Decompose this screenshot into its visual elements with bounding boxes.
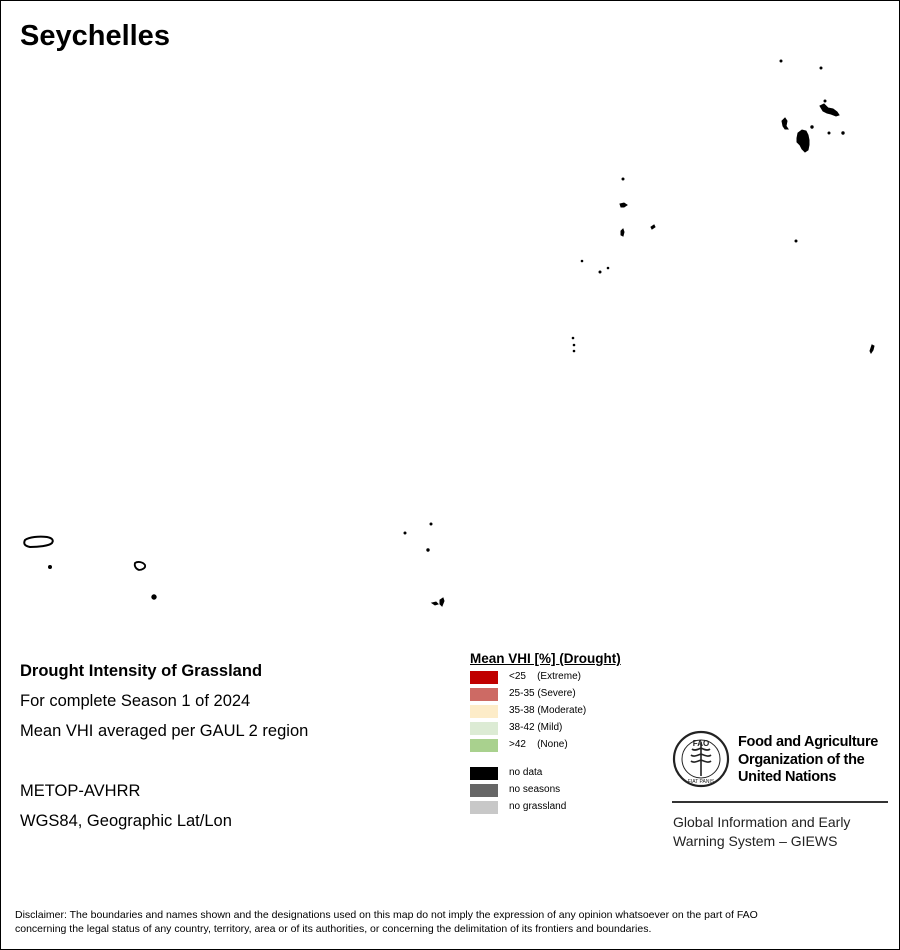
island — [135, 562, 145, 570]
island — [620, 203, 627, 207]
legend-class-row — [470, 687, 670, 704]
island — [572, 337, 574, 339]
island — [795, 240, 797, 242]
map-title: Seychelles — [20, 20, 170, 52]
legend-class-label: >42 (None) — [509, 739, 568, 750]
island-outlines — [24, 60, 874, 606]
info-heading: Drought Intensity of Grassland — [20, 662, 263, 680]
info-sensor: METOP-AVHRR — [20, 782, 141, 800]
legend-class-row — [470, 721, 670, 738]
island — [427, 549, 429, 551]
island — [404, 532, 406, 534]
island — [621, 229, 624, 236]
island — [870, 345, 874, 353]
fao-name-line3: United Nations — [738, 769, 837, 785]
giews-line2: Warning System – GIEWS — [673, 832, 838, 849]
island — [430, 523, 432, 525]
legend-class-row — [470, 670, 670, 687]
legend-class-swatch — [470, 722, 498, 735]
legend-other — [470, 766, 670, 817]
legend-class-swatch — [470, 688, 498, 701]
island — [842, 132, 844, 134]
legend-class-row — [470, 738, 670, 755]
fao-name-line1: Food and Agriculture — [738, 734, 879, 750]
island — [599, 271, 601, 273]
island — [440, 598, 444, 606]
island — [607, 267, 609, 269]
disclaimer-line1: Disclaimer: The boundaries and names shown and the designations used on this map do not imply the expression of any opinion whatsoever on the part of FAO — [15, 909, 758, 921]
island — [824, 100, 826, 102]
island — [797, 130, 809, 152]
legend-other-row — [470, 766, 670, 783]
disclaimer — [15, 908, 885, 936]
legend-other-swatch — [470, 784, 498, 797]
island — [651, 225, 655, 229]
island — [152, 595, 156, 599]
legend-other-label: no grassland — [509, 801, 567, 812]
island — [49, 566, 52, 569]
island — [432, 602, 438, 605]
island — [820, 104, 839, 116]
island — [573, 350, 575, 352]
legend-other-label: no data — [509, 767, 543, 778]
legend-other-swatch — [470, 767, 498, 780]
fao-divider — [672, 801, 888, 803]
legend-class-swatch — [470, 671, 498, 684]
fao-logo-motto: FIAT PANIS — [687, 779, 715, 785]
legend-class-swatch — [470, 739, 498, 752]
fao-name — [738, 734, 878, 787]
info-season: For complete Season 1 of 2024 — [20, 692, 251, 710]
giews-line1: Global Information and Early — [673, 814, 851, 830]
island — [622, 178, 624, 180]
legend-title: Mean VHI [%] (Drought) — [470, 651, 621, 666]
info-method: Mean VHI averaged per GAUL 2 region — [20, 722, 309, 740]
legend-class-swatch — [470, 705, 498, 718]
island — [573, 344, 575, 346]
legend-class-label: 25-35 (Severe) — [509, 688, 576, 699]
legend-class-row — [470, 704, 670, 721]
legend-classes — [470, 670, 670, 755]
island — [780, 60, 782, 62]
map-info-block — [20, 656, 308, 836]
legend — [470, 651, 670, 817]
island — [820, 67, 822, 69]
disclaimer-line2: concerning the legal status of any country, territory, area or of its authorities, or concerning the delimitation of its frontiers and boundaries. — [15, 923, 652, 935]
island — [782, 118, 788, 129]
legend-other-row — [470, 800, 670, 817]
legend-class-label: <25 (Extreme) — [509, 671, 581, 682]
fao-logo-icon — [672, 730, 730, 788]
island — [581, 260, 583, 262]
legend-other-swatch — [470, 801, 498, 814]
island-aldabra — [24, 537, 53, 547]
legend-other-label: no seasons — [509, 784, 561, 795]
info-projection: WGS84, Geographic Lat/Lon — [20, 812, 232, 830]
legend-other-row — [470, 783, 670, 800]
giews-name — [673, 813, 850, 850]
legend-class-label: 35-38 (Moderate) — [509, 705, 587, 716]
legend-class-label: 38-42 (Mild) — [509, 722, 563, 733]
fao-name-line2: Organization of the — [738, 751, 865, 768]
island — [811, 126, 813, 128]
fao-logo-letters: FAO — [692, 739, 710, 748]
island — [828, 132, 830, 134]
